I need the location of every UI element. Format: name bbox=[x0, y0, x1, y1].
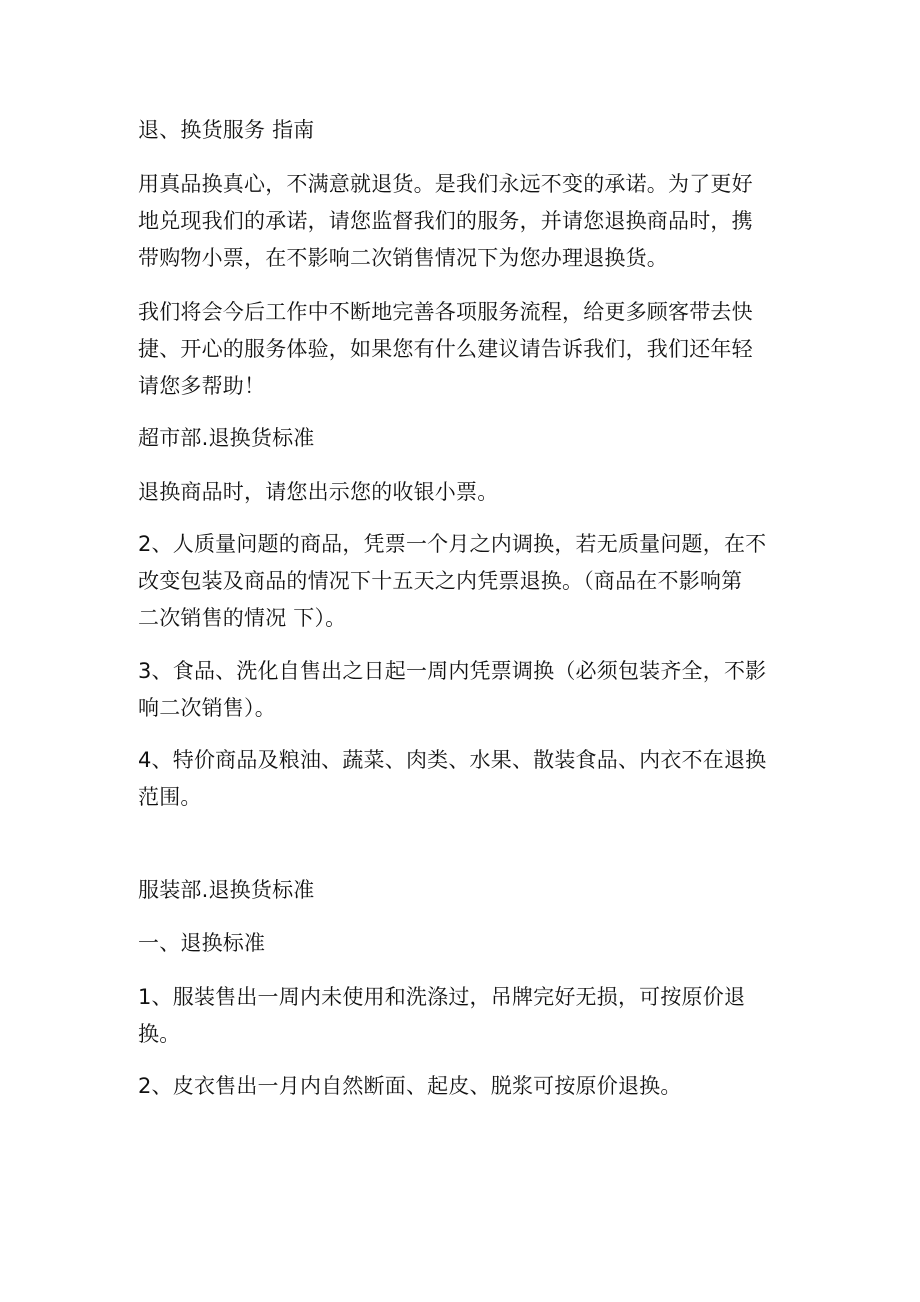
clothing-heading bbox=[138, 872, 778, 909]
supermarket-note-text: 退换商品时，请您出示您的收银小票。 bbox=[138, 480, 499, 504]
supermarket-item-3 bbox=[138, 653, 778, 727]
document-title bbox=[138, 112, 778, 149]
clothing-item-1 bbox=[138, 979, 778, 1053]
supermarket-item-4-line-2: 范围。 bbox=[138, 785, 202, 809]
commitment-paragraph bbox=[138, 294, 778, 405]
clothing-subheading bbox=[138, 925, 778, 962]
supermarket-item-4 bbox=[138, 742, 778, 816]
supermarket-note bbox=[138, 474, 778, 511]
clothing-item-1-line-2: 换。 bbox=[138, 1022, 181, 1046]
commitment-line-3: 请您多帮助！ bbox=[138, 374, 266, 398]
supermarket-heading bbox=[138, 420, 778, 457]
supermarket-item-2-line-2: 改变包装及商品的情况下十五天之内凭票退换。（商品在不影响第 bbox=[138, 569, 743, 593]
clothing-item-2 bbox=[138, 1068, 778, 1105]
supermarket-item-3-line-1: 3、食品、洗化自售出之日起一周内凭票调换（必须包装齐全，不影 bbox=[138, 659, 767, 683]
intro-line-2: 地兑现我们的承诺，请您监督我们的服务，并请您退换商品时，携 bbox=[138, 209, 753, 233]
commitment-line-2: 捷、开心的服务体验，如果您有什么建议请告诉我们，我们还年轻 bbox=[138, 337, 753, 361]
supermarket-item-2 bbox=[138, 526, 778, 637]
clothing-item-1-line-1: 1、服装售出一周内未使用和洗涤过，吊牌完好无损，可按原价退 bbox=[138, 985, 746, 1009]
intro-line-1: 用真品换真心，不满意就退货。是我们永远不变的承诺。为了更好 bbox=[138, 172, 753, 196]
supermarket-item-3-line-2: 响二次销售）。 bbox=[138, 696, 276, 720]
supermarket-heading-text: 超市部.退换货标准 bbox=[138, 426, 315, 450]
supermarket-item-4-line-1: 4、特价商品及粮油、蔬菜、肉类、水果、散装食品、内衣不在退换 bbox=[138, 748, 767, 772]
supermarket-item-2-line-1: 2、人质量问题的商品，凭票一个月之内调换，若无质量问题，在不 bbox=[138, 532, 767, 556]
clothing-subheading-text: 一、退换标准 bbox=[138, 931, 266, 955]
clothing-heading-text: 服装部.退换货标准 bbox=[138, 878, 315, 902]
intro-paragraph bbox=[138, 166, 778, 277]
supermarket-item-2-line-3: 二次销售的情况 下）。 bbox=[138, 606, 347, 630]
commitment-line-1: 我们将会今后工作中不断地完善各项服务流程，给更多顾客带去快 bbox=[138, 300, 753, 324]
clothing-item-2-line-1: 2、皮衣售出一月内自然断面、起皮、脱浆可按原价退换。 bbox=[138, 1074, 682, 1098]
title-line: 退、换货服务 指南 bbox=[138, 118, 315, 142]
intro-line-3: 带购物小票，在不影响二次销售情况下为您办理退换货。 bbox=[138, 246, 668, 270]
